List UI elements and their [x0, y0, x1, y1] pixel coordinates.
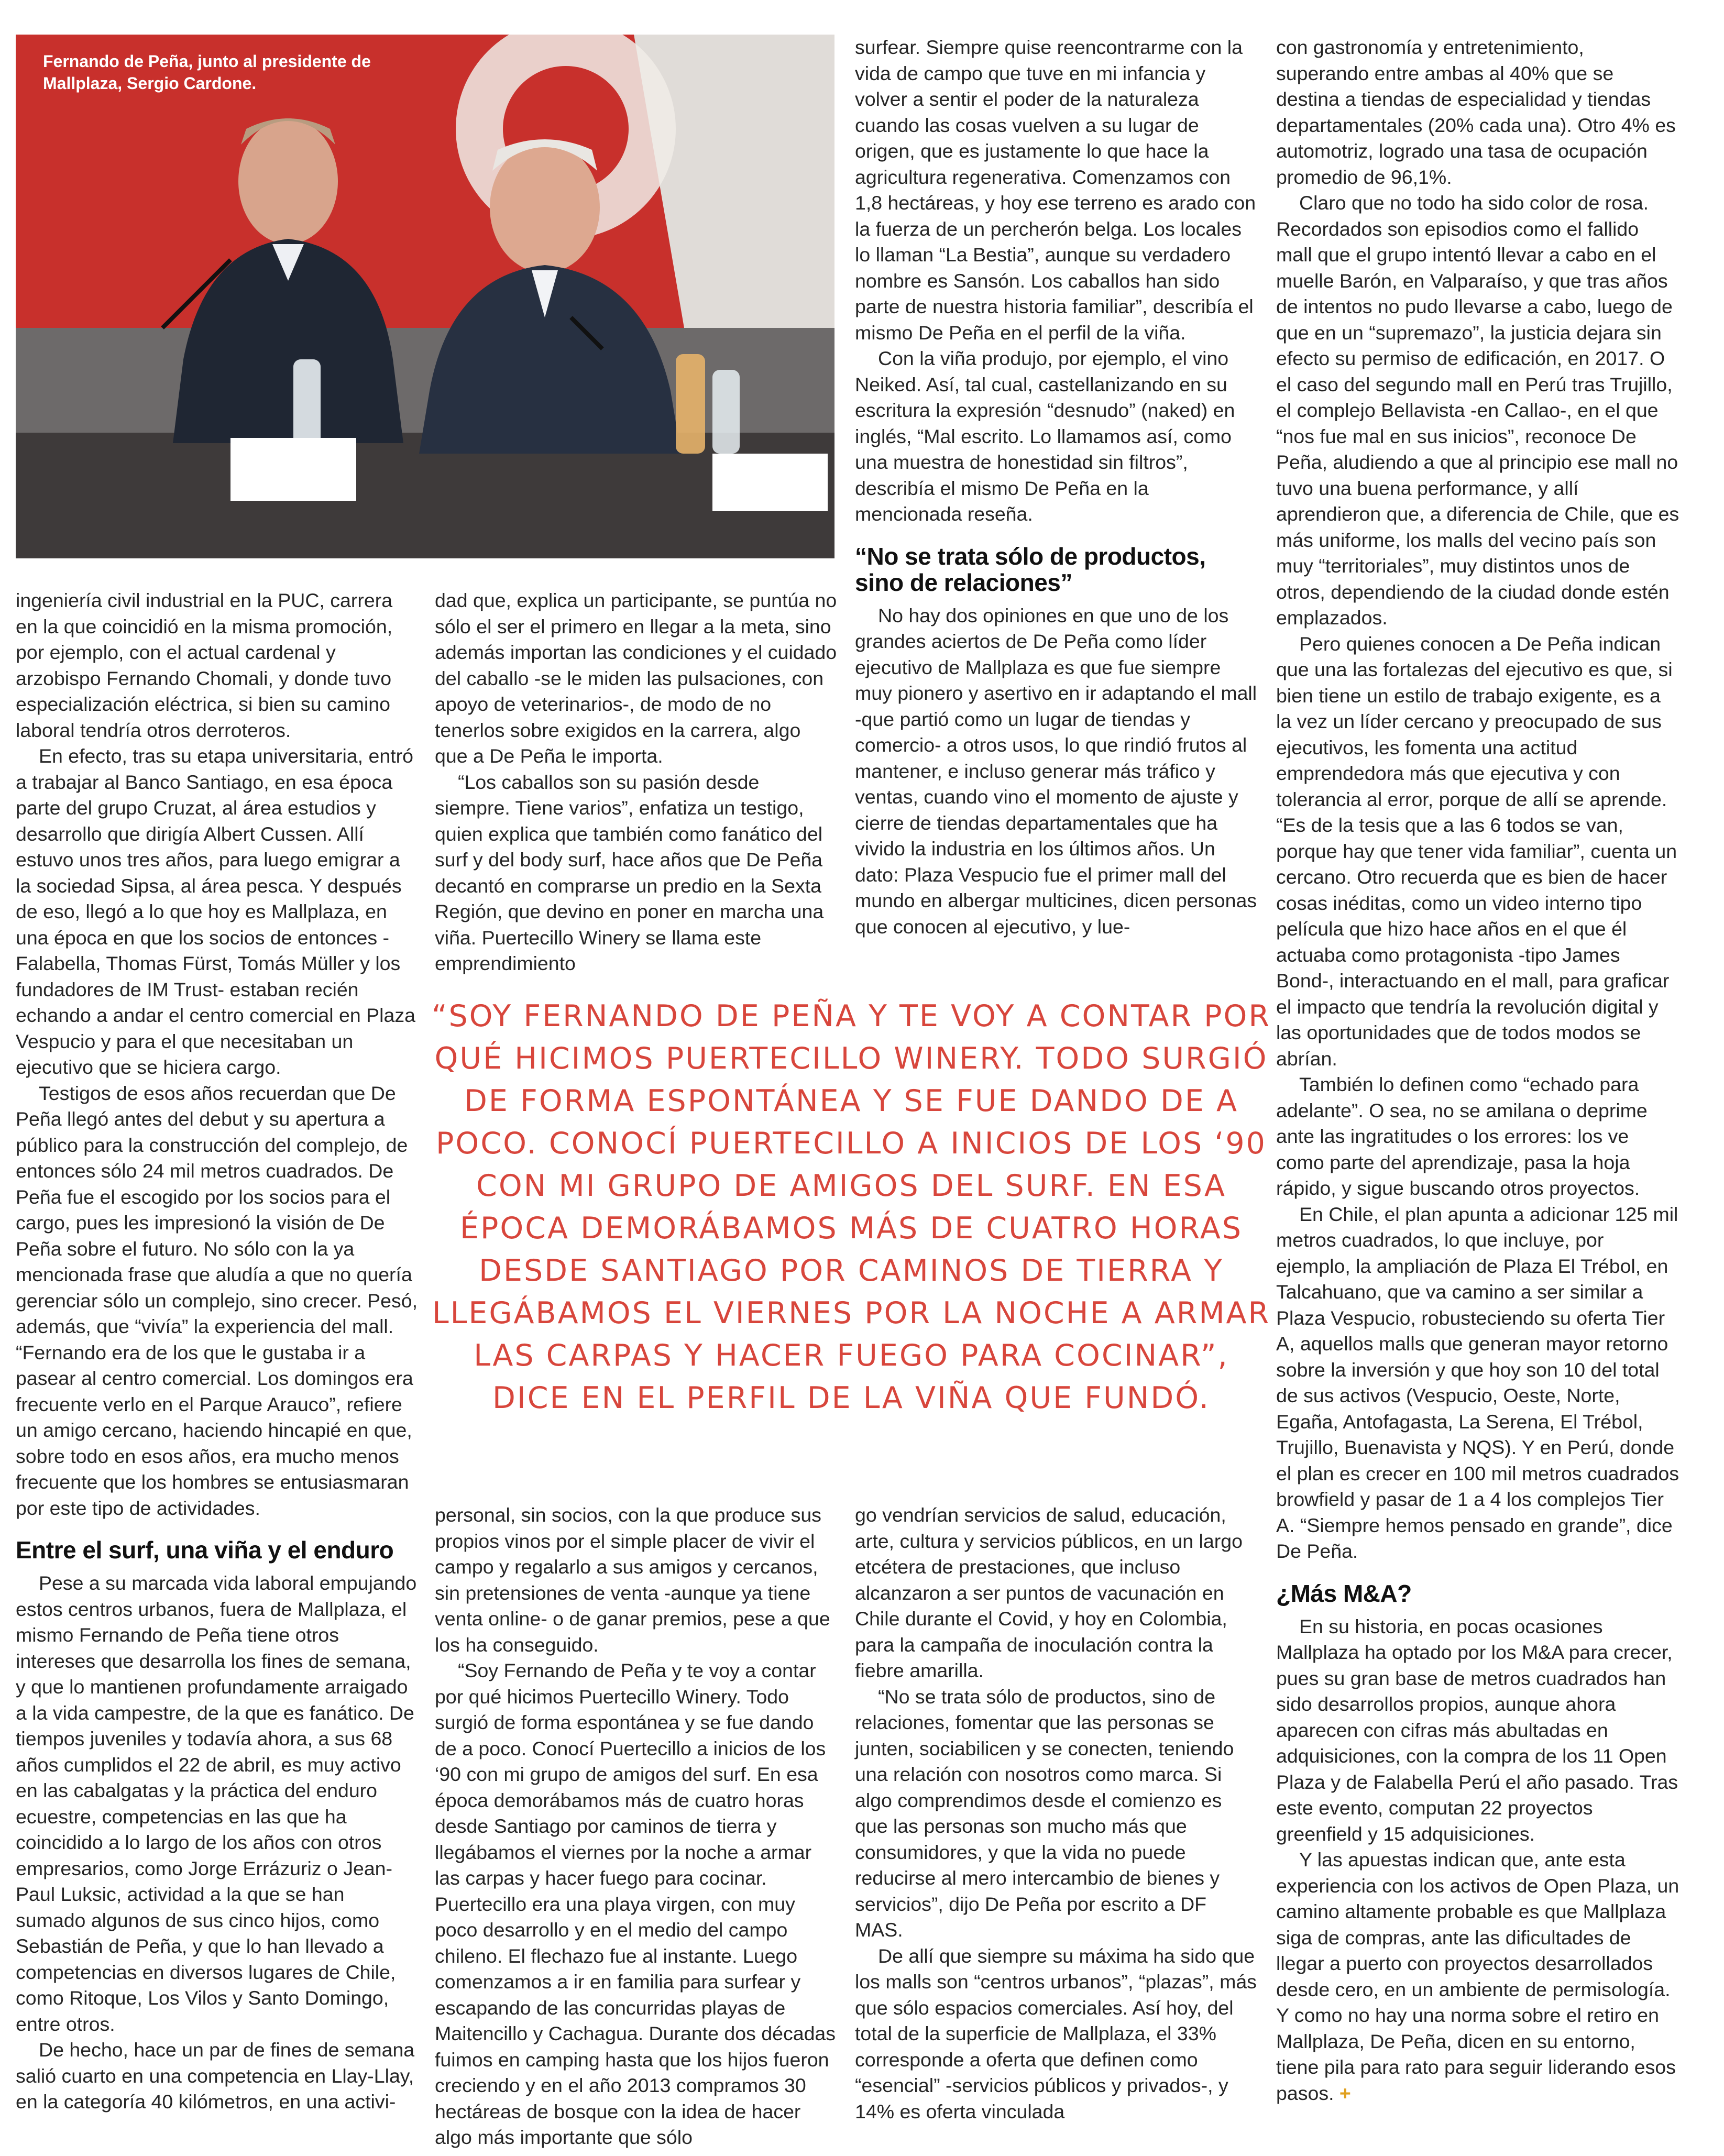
paragraph: “No se trata sólo de productos, sino de relaciones, fomentar que las personas se junten, sociabilicen y se conecten, teniendo una relación con nosotros como marca. Si algo comprendimos desde el comienzo es que las personas son mucho más que consumidores, y que la vida no puede reducirse al mero intercambio de bienes y servicios”, dijo De Peña por escrito a DF MAS. [855, 1685, 1234, 1941]
paragraph: surfear. Siempre quise reencontrarme con la vida de campo que tuve en mi infancia y volver a sentir el poder de la naturaleza cuando las cosas vuelven a su lugar de origen, que es justamente lo que hace la agricultura regenerativa. Comenzamos con 1,8 hectáreas, y hoy ese terreno es arado con la fuerza de un percherón belga. Los locales lo llaman “La Bestia”, aunque su verdadero nombre es Sansón. Los caballos han sido parte de nuestra historia familiar”, describía el mismo De Peña en el perfil de la viña. [855, 36, 1256, 344]
column-4 [1276, 35, 1679, 2106]
paragraph: personal, sin socios, con la que produce sus propios vinos por el simple placer de vivir el campo y regalarlo a sus amigos y cercanos, sin pretensiones de venta -aunque ya tiene venta online- o de ganar premios, pese a que los ha conseguido. [435, 1504, 830, 1656]
paragraph: ingeniería civil industrial en la PUC, carrera en la que coincidió en la misma promoción, por ejemplo, con el actual cardenal y arzobispo Fernando Chomali, y donde tuvo especialización eléctrica, si bien su camino laboral tendría otros derroteros. [16, 589, 393, 741]
paragraph-final [1276, 1847, 1679, 2106]
paragraph: “Soy Fernando de Peña y te voy a contar por qué hicimos Puertecillo Winery. Todo surgió de forma espontánea y se fue dando de a poco. Conocí Puertecillo a inicios de los ‘90 con mi grupo de amigos del surf. En esa época demorábamos más de cuatro horas desde Santiago por caminos de tierra y llegábamos el viernes por la noche a armar las carpas y hacer fuego para cocinar. Puertecillo era una playa virgen, con muy poco desarrollo y en el medio del campo chileno. El flechazo fue al instante. Luego comenzamos a ir en familia para surfear y escapando de las concurridas playas de Maitencillo y Cachagua. Durante dos décadas fuimos en camping hasta que los hijos fueron creciendo y en el año 2013 compramos 30 hectáreas de bosque con la idea de hacer algo más importante que sólo [435, 1659, 836, 2148]
section-heading-ma: ¿Más M&A? [1276, 1579, 1412, 1607]
paragraph: Testigos de esos años recuerdan que De Peña llegó antes del debut y su apertura a público para la construcción del complejo, de entonces sólo 24 mil metros cuadrados. De Peña fue el escogido por los socios para el cargo, pues les impresionó la visión de De Peña sobre el futuro. No sólo con la ya mencionada frase que aludía a que no quería gerenciar sólo un complejo, sino crecer. Pesó, además, que “vivía” la experiencia del mall. “Fernando era de los que le gustaba ir a pasear al centro comercial. Los domingos era frecuente verlo en el Parque Arauco”, refiere un amigo cercano, haciendo hincapié en que, sobre todo en esos años, era mucho menos frecuente que los hombres se entusiasmaran por este tipo de actividades. [16, 1082, 418, 1519]
column-3-top [855, 35, 1258, 940]
paragraph: De allí que siempre su máxima ha sido que los malls son “centros urbanos”, “plazas”, más que sólo espacios comerciales. Así hoy, del total de la superficie de Mallplaza, el 33% corresponde a oferta que definen como “esencial” -servicios públicos y privados-, y 14% es oferta vinculada [855, 1944, 1257, 2122]
column-1 [16, 588, 419, 2115]
paragraph: En efecto, tras su etapa universitaria, entró a trabajar al Banco Santiago, en esa época parte del grupo Cruzat, al área estudios y desarrollo que dirigía Albert Cussen. Allí estuvo unos tres años, para luego emigrar a la sociedad Sipsa, al área pesca. Y después de eso, llegó a lo que hoy es Mallplaza, en una época en que los socios de entonces -Falabella, Thomas Fürst, Tomás Müller y los fundadores de IM Trust- estaban recién echando a andar el centro comercial en Plaza Vespucio y para el que necesitaban un ejecutivo que se hiciera cargo. [16, 745, 415, 1078]
paragraph: De hecho, hace un par de fines de semana salió cuarto en una competencia en Llay-Llay, en la categoría 40 kilómetros, en una activi- [16, 2039, 415, 2113]
paragraph: con gastronomía y entretenimiento, superando entre ambas al 40% que se destina a tiendas de especialidad y tiendas departamentales (20% cada una). Otro 4% es automotriz, logrado una tasa de ocupación promedio de 96,1%. [1276, 36, 1676, 188]
column-3-bottom [855, 1502, 1258, 2125]
column-2-top [435, 588, 838, 977]
paragraph: En su historia, en pocas ocasiones Mallplaza ha optado por los M&A para crecer, pues su gran base de metros cuadrados han sido desarrollos propios, aunque ahora aparecen con cifras más abultadas en adquisiciones, con la compra de los 11 Open Plaza y de Falabella Perú el año pasado. Tras este evento, computan 22 proyectos greenfield y 15 adquisiciones. [1276, 1615, 1678, 1845]
section-heading-surf: Entre el surf, una viña y el enduro [16, 1536, 394, 1564]
end-mark: + [1339, 2082, 1351, 2104]
paragraph-final-text: Y las apuestas indican que, ante esta experiencia con los activos de Open Plaza, un camino altamente probable es que Mallplaza siga de compras, ante las dificultades de llegar a puerto con proyectos desarrollados desde cero, en un ambiente de permisología. Y como no hay una norma sobre el retiro en Mallplaza, De Peña, dicen en su entorno, tiene pila para rato para seguir liderando esos pasos. [1276, 1849, 1679, 2104]
paragraph: Pero quienes conocen a De Peña indican que una las fortalezas del ejecutivo es que, si bien tiene un estilo de trabajo exigente, es a la vez un líder cercano y preocupado de sus ejecutivos, les fomenta una actitud emprendedora más que ejecutiva y con tolerancia al error, porque de allí se aprende. “Es de la tesis que a las 6 todos se van, porque hay que tener vida familiar”, cuenta un cercano. Otro recuerda que es bien de hacer cosas inéditas, como un video interno tipo película que hizo hace años en el que él actuaba como protagonista -tipo James Bond-, interactuando en el mall, para graficar el impacto que tendría la revolución digital y las oportunidades que de todos modos se abrían. [1276, 632, 1677, 1070]
paragraph: dad que, explica un participante, se puntúa no sólo el ser el primero en llegar a la meta, sino además importan las condiciones y el cuidado del caballo -se le miden las pulsaciones, con apoyo de veterinarios-, de modo de no tenerlos sobre exigidos en la carrera, algo que a De Peña le importa. [435, 589, 837, 767]
pull-quote: “SOY FERNANDO DE PEÑA Y TE VOY A CONTAR POR QUÉ HICIMOS PUERTECILLO WINERY. TODO SURGIÓ DE FORMA ESPONTÁNEA Y SE FUE DANDO DE A POCO. CONOCÍ PUERTECILLO A INICIOS DE LOS ‘90 CON MI GRUPO DE AMIGOS DEL SURF. EN ESA ÉPOCA DEMORÁBAMOS MÁS DE CUATRO HORAS DESDE SANTIAGO POR CAMINOS DE TIERRA Y LLEGÁBAMOS EL VIERNES POR LA NOCHE A ARMAR LAS CARPAS Y HACER FUEGO PARA COCINAR”, DICE EN EL PERFIL DE LA VIÑA QUE FUNDÓ. [431, 999, 1271, 1415]
paragraph: go vendrían servicios de salud, educación, arte, cultura y servicios públicos, en un largo etcétera de prestaciones, que incluso alcanzaron a ser puntos de vacunación en Chile durante el Covid, y hoy en Colombia, para la campaña de inoculación contra la fiebre amarilla. [855, 1504, 1243, 1681]
paragraph: No hay dos opiniones en que uno de los grandes aciertos de De Peña como líder ejecutivo de Mallplaza es que fue siempre muy pionero y asertivo en ir adaptando el mall -que partió como un lugar de tiendas y comercio- a otros usos, lo que rindió frutos al mantener, e incluso generar más tráfico y ventas, cuando vino el momento de ajuste y cierre de tiendas departamentales que ha vivido la industria en los últimos años. Un dato: Plaza Vespucio fue el primer mall del mundo en albergar multicines, dicen personas que conocen al ejecutivo, y lue- [855, 604, 1257, 938]
photo-illustration [16, 35, 834, 558]
paragraph: “Los caballos son su pasión desde siempre. Tiene varios”, enfatiza un testigo, quien explica que también como fanático del surf y del body surf, hace años que De Peña decantó en comprarse un predio en la Sexta Región, que devino en poner en marcha una viña. Puertecillo Winery se llama este emprendimiento [435, 771, 824, 974]
paragraph: En Chile, el plan apunta a adicionar 125 mil metros cuadrados, lo que incluye, por ejemplo, la ampliación de Plaza El Trébol, en Talcahuano, que va camino a ser similar a Plaza Vespucio, robusteciendo su oferta Tier A, aquellos malls que generan mayor retorno sobre la inversión y que hoy son 10 del total de sus activos (Vespucio, Oeste, Norte, Egaña, Antofagasta, La Serena, El Trébol, Trujillo, Buenavista y NQS). Y en Perú, donde el plan es crecer en 100 mil metros cuadrados browfield y pasar de 1 a 4 los complejos Tier A. “Siempre hemos pensado en grande”, dice De Peña. [1276, 1203, 1679, 1562]
section-heading-relaciones: “No se trata sólo de productos, sino de relaciones” [855, 542, 1206, 596]
paragraph: Claro que no todo ha sido color de rosa. Recordados son episodios como el fallido mall que el grupo intentó llevar a cabo en el muelle Barón, en Valparaíso, y que tras años de intentos no pudo llevarse a cabo, luego de que en un “supremazo”, la justicia dejara sin efecto su permiso de edificación, en 2017. O el caso del segundo mall en Perú tras Trujillo, el complejo Bellavista -en Callao-, en el que “nos fue mal en sus inicios”, reconoce De Peña, aludiendo a que al principio ese mall no tuvo una buena performance, y allí aprendieron que, a diferencia de Chile, que es más uniforme, los malls del vecino país son muy “territoriales”, muy distintos unos de otros, dependiendo de la ciudad donde estén emplazados. [1276, 192, 1679, 629]
article-photo [16, 35, 834, 558]
photo-caption: Fernando de Peña, junto al presidente de Mallplaza, Sergio Cardone. [43, 52, 371, 93]
paragraph: También lo definen como “echado para adelante”. O sea, no se amilana o deprime ante las ingratitudes o los errores: los ve como parte del aprendizaje, pasa la hoja rápido, y sigue buscando otros proyectos. [1276, 1073, 1648, 1199]
paragraph: Con la viña produjo, por ejemplo, el vino Neiked. Así, tal cual, castellanizando en su escritura la expresión “desnudo” (naked) en inglés, “Mal escrito. Lo llamamos así, como una muestra de honestidad sin filtros”, describía el mismo De Peña en la mencionada reseña. [855, 347, 1235, 525]
column-2-bottom [435, 1502, 838, 2151]
paragraph: Pese a su marcada vida laboral empujando estos centros urbanos, fuera de Mallplaza, el mismo Fernando de Peña tiene otros intereses que desarrolla los fines de semana, y que lo mantienen profundamente arraigado a la vida campestre, de la que es fanático. De tiempos juveniles y todavía ahora, a sus 68 años cumplidos el 22 de abril, es muy activo en las cabalgatas y la práctica del enduro ecuestre, competencias en las que ha coincidido a lo largo de los años con otros empresarios, como Jorge Errázuriz o Jean-Paul Luksic, actividad a la que se han sumado algunos de sus cinco hijos, como Sebastián de Peña, y que lo han llevado a competencias en diversos lugares de Chile, como Ritoque, Los Vilos y Santo Domingo, entre otros. [16, 1572, 417, 2035]
